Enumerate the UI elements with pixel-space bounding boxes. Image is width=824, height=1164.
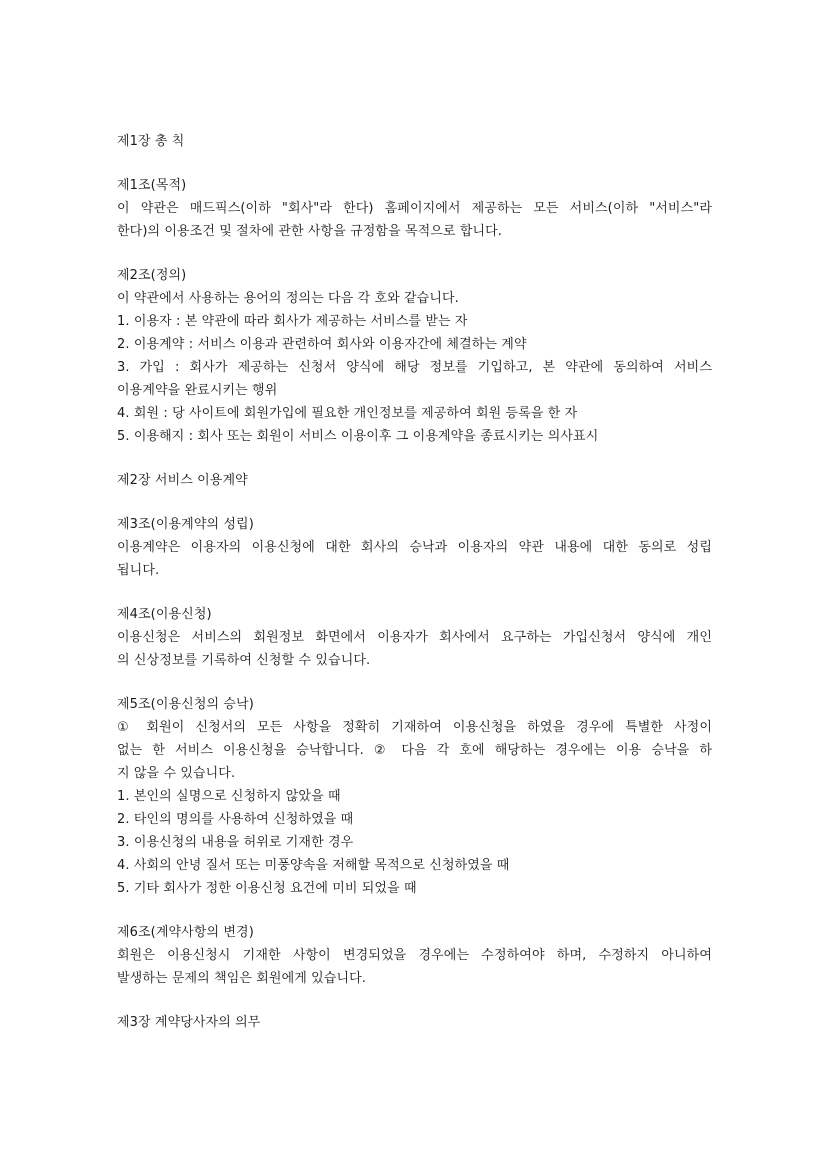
body-line: 의 신상정보를 기록하여 신청할 수 있습니다. <box>117 653 371 668</box>
paragraph-gap <box>117 448 712 469</box>
paragraph-gap <box>117 492 712 513</box>
body-line: 2. 타인의 명의를 사용하여 신청하였을 때 <box>117 812 354 827</box>
body-line: 이용신청은 서비스의 회원정보 화면에서 이용자가 회사에서 요구하는 가입신청서 양식에 개인 <box>117 630 712 645</box>
article-block <box>117 603 712 672</box>
body-line: 3. 가입 : 회사가 제공하는 신청서 양식에 해당 정보를 기입하고, 본 약관에 동의하여 서비스 <box>117 360 712 375</box>
body-line: 이용계약은 이용자의 이용신청에 대한 회사의 승낙과 이용자의 약관 내용에 대한 동의로 성립 <box>117 540 712 555</box>
article-block <box>117 921 712 990</box>
body-line: 됩니다. <box>117 563 160 578</box>
article-title: 제2조(정의) <box>117 268 187 283</box>
article-block <box>117 513 712 582</box>
body-line: 5. 기타 회사가 정한 이용신청 요건에 미비 되었을 때 <box>117 881 417 896</box>
body-line: 회원은 이용신청시 기재한 사항이 변경되었을 경우에는 수정하여야 하며, 수정하지 아니하여 <box>117 948 712 963</box>
paragraph-gap <box>117 900 712 921</box>
body-line: 3. 이용신청의 내용을 허위로 기재한 경우 <box>117 835 354 850</box>
chapter-title: 제1장 총 칙 <box>117 134 185 149</box>
article-title: 제5조(이용신청의 승낙) <box>117 697 254 712</box>
chapter-title: 제2장 서비스 이용계약 <box>117 473 248 488</box>
chapter-heading <box>117 469 712 492</box>
paragraph-gap <box>117 990 712 1011</box>
body-line: 1. 본인의 실명으로 신청하지 않았을 때 <box>117 789 341 804</box>
paragraph-gap <box>117 672 712 693</box>
article-block <box>117 693 712 900</box>
body-line: 이 약관에서 사용하는 용어의 정의는 다음 각 호와 같습니다. <box>117 291 459 306</box>
body-line: 지 않을 수 있습니다. <box>117 766 236 781</box>
body-line: 4. 사회의 안녕 질서 또는 미풍양속을 저해할 목적으로 신청하였을 때 <box>117 858 510 873</box>
article-title: 제4조(이용신청) <box>117 607 212 622</box>
body-line: 1. 이용자 : 본 약관에 따라 회사가 제공하는 서비스를 받는 자 <box>117 314 468 329</box>
article-title: 제6조(계약사항의 변경) <box>117 925 254 940</box>
body-line: 한다)의 이용조건 및 절차에 관한 사항을 규정함을 목적으로 합니다. <box>117 224 503 239</box>
body-line: 이용계약을 완료시키는 행위 <box>117 383 278 398</box>
paragraph-gap <box>117 582 712 603</box>
body-line: 발생하는 문제의 책임은 회원에게 있습니다. <box>117 971 367 986</box>
body-line: 4. 회원 : 당 사이트에 회원가입에 필요한 개인정보를 제공하여 회원 등록을 한 자 <box>117 406 578 421</box>
body-line: 2. 이용계약 : 서비스 이용과 관련하여 회사와 이용자간에 체결하는 계약 <box>117 337 527 352</box>
article-block <box>117 174 712 243</box>
paragraph-gap <box>117 153 712 174</box>
article-block <box>117 264 712 448</box>
body-line: 없는 한 서비스 이용신청을 승낙합니다. ② 다음 각 호에 해당하는 경우에는 이용 승낙을 하 <box>117 743 712 758</box>
chapter-title: 제3장 계약당사자의 의무 <box>117 1015 261 1030</box>
article-title: 제3조(이용계약의 성립) <box>117 517 254 532</box>
body-line: 5. 이용해지 : 회사 또는 회원이 서비스 이용이후 그 이용계약을 종료시키는 의사표시 <box>117 429 599 444</box>
paragraph-gap <box>117 243 712 264</box>
terms-document <box>117 130 712 1034</box>
chapter-heading <box>117 130 712 153</box>
body-line: 이 약관은 매드픽스(이하 "회사"라 한다) 홈페이지에서 제공하는 모든 서비스(이하 "서비스"라 <box>117 201 712 216</box>
article-title: 제1조(목적) <box>117 178 187 193</box>
chapter-heading <box>117 1011 712 1034</box>
body-line: ① 회원이 신청서의 모든 사항을 정확히 기재하여 이용신청을 하였을 경우에 특별한 사정이 <box>117 720 712 735</box>
